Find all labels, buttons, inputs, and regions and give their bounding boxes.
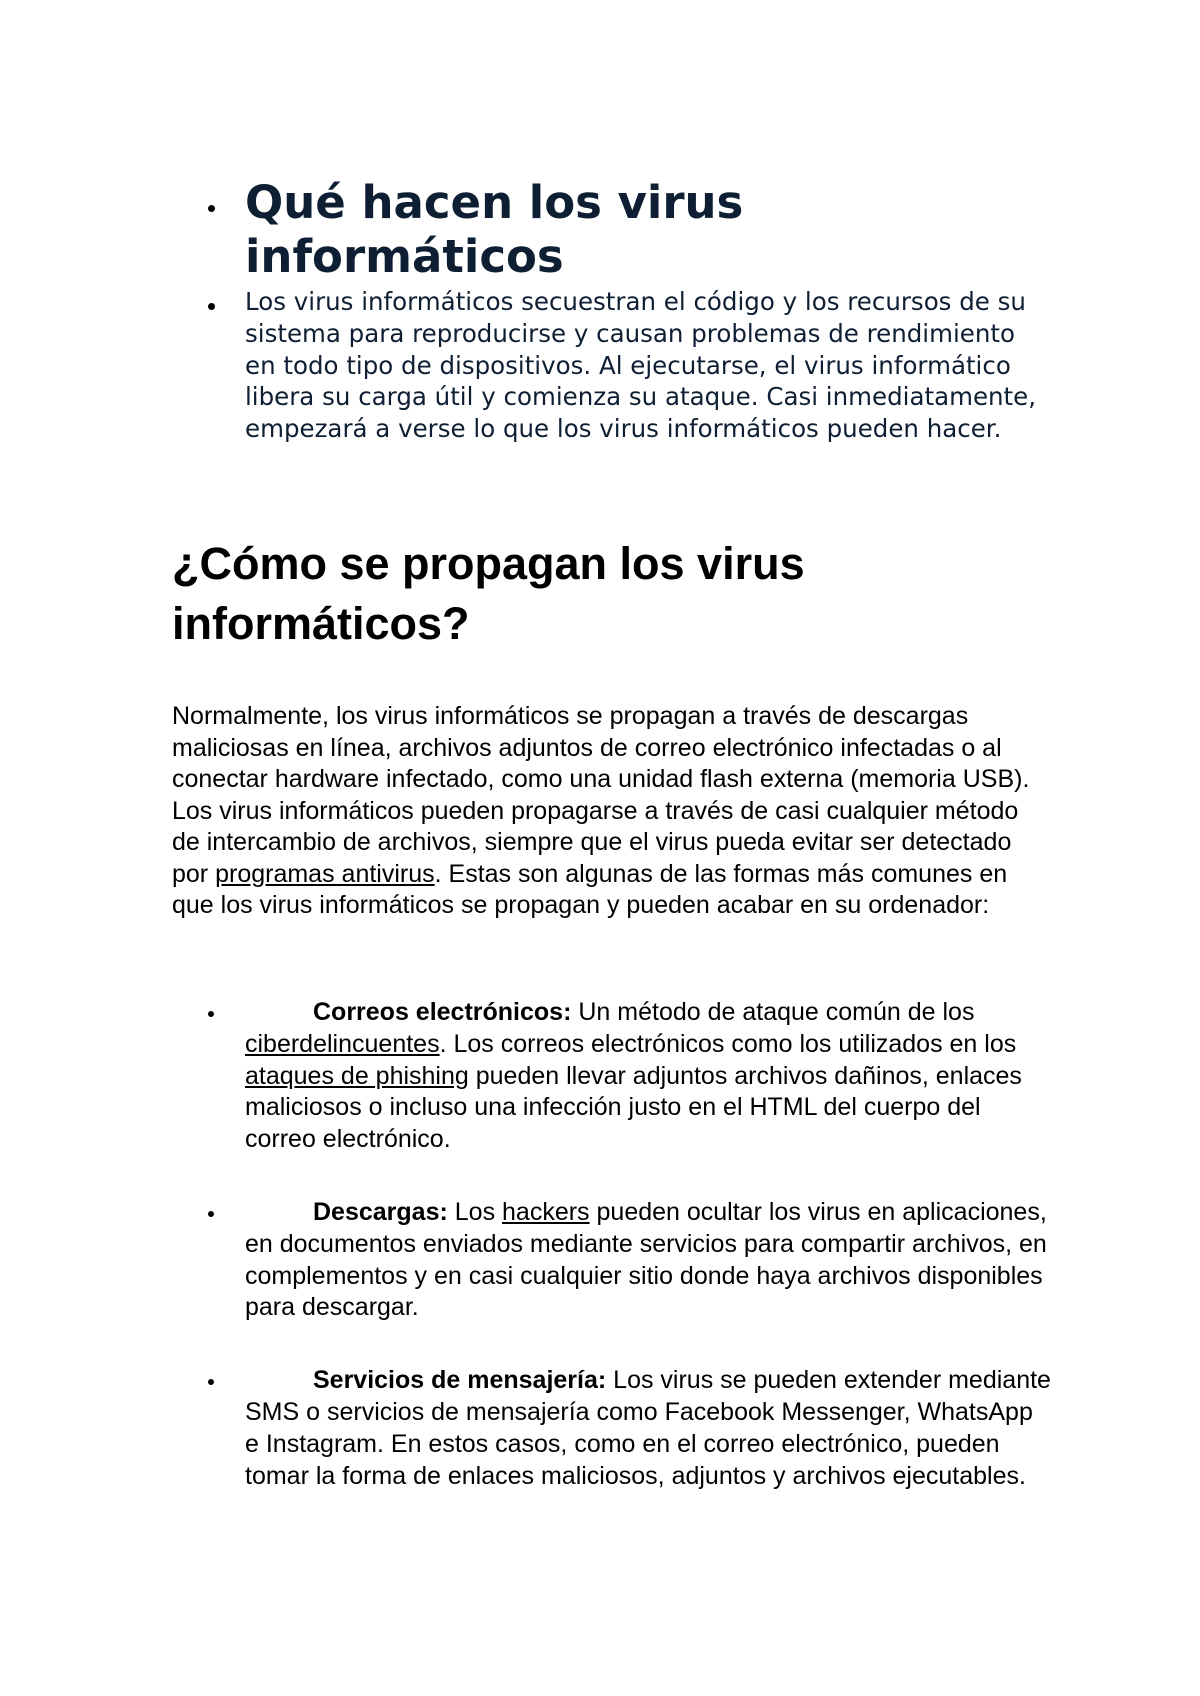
link-ciberdelincuentes[interactable]: ciberdelincuentes: [245, 1029, 440, 1058]
item-text: pueden ocultar los virus en aplicaciones, en documentos enviados mediante servicios para compartir archivos, en complementos y en casi cualquier sitio donde haya archivos disponibles para descargar.: [245, 1197, 1047, 1322]
item-title: Descargas:: [313, 1197, 448, 1226]
heading-que-hacen: Qué hacen los virus informáticos: [245, 176, 744, 283]
top-bullet-list: [172, 176, 1052, 445]
item-title: Servicios de mensajería:: [313, 1366, 607, 1395]
item-text: pueden llevar adjuntos archivos dañinos, enlaces maliciosos o incluso una infección justo en el HTML del cuerpo del correo electrónico.: [245, 1061, 1022, 1154]
item-text: . Los correos electrónicos como los utilizados en los: [439, 1029, 1017, 1058]
paragraph-que-hacen: Los virus informáticos secuestran el código y los recursos de su sistema para reproducirse y causan problemas de rendimiento en todo tipo de dispositivos. Al ejecutarse, el virus informático libera su carga útil y comienza su ataque. Casi inmediatamente, empezará a verse lo que los virus informáticos pueden hacer.: [245, 287, 1037, 444]
item-text: Los: [447, 1197, 503, 1226]
item-title: Correos electrónicos:: [313, 998, 572, 1026]
propagation-methods-list: [172, 997, 1052, 1533]
heading-como-se-propagan: ¿Cómo se propagan los virus informáticos?: [172, 538, 805, 649]
bullet-icon: [208, 1379, 214, 1385]
intro-text: . Estas son algunas de las formas más comunes en que los virus informáticos se propagan y pueden acabar en su ordenador:: [172, 859, 1008, 919]
list-item-descargas: [172, 1197, 1052, 1324]
list-item: [172, 176, 1052, 284]
item-text: Un método de ataque común de los: [571, 998, 975, 1026]
link-programas-antivirus[interactable]: programas antivirus: [215, 859, 435, 888]
bullet-icon: [208, 1011, 214, 1017]
link-hackers[interactable]: hackers: [502, 1197, 590, 1226]
bullet-icon: [208, 1211, 214, 1217]
intro-paragraph: [172, 701, 1052, 922]
bullet-icon: [208, 205, 215, 212]
list-item-mensajeria: [172, 1365, 1052, 1492]
link-ataques-de-phishing[interactable]: ataques de phishing: [245, 1061, 469, 1090]
item-text: Los virus se pueden extender mediante SMS o servicios de mensajería como Facebook Messenger, WhatsApp e Instagram. En estos casos, como en el correo electrónico, pueden tomar la forma de enlaces maliciosos, adjuntos y archivos ejecutables.: [245, 1366, 1051, 1490]
intro-text: Normalmente, los virus informáticos se propagan a través de descargas maliciosas en línea, archivos adjuntos de correo electrónico infectadas o al conectar hardware infectado, como una unidad flash externa (memoria USB). Los virus informáticos pueden propagarse a través de casi cualquier método de intercambio de archivos, siempre que el virus pueda evitar ser detectado por: [172, 702, 1030, 888]
list-item-correos: [172, 997, 1052, 1156]
list-item: [172, 286, 1052, 445]
bullet-icon: [208, 303, 215, 310]
